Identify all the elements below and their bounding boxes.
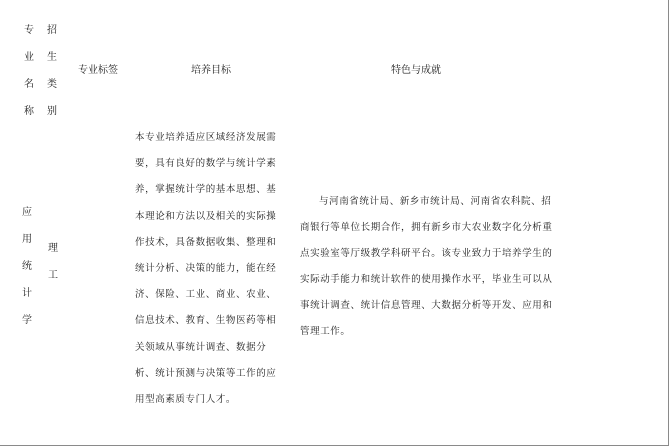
cell-enroll-type: 理工 [48,243,58,281]
header-major-name: 专业名称 [24,25,34,117]
header-features: 特色与成就 [391,65,441,76]
header-enroll-type: 招生类别 [47,25,57,117]
cell-major-name: 应用统计学 [22,207,32,326]
header-major-tag: 专业标签 [78,65,118,76]
header-training-goal: 培养目标 [191,65,231,76]
cell-training-goal: 本专业培养适应区域经济发展需要，具有良好的数学与统计学素养，掌握统计学的基本思想、基本理论和方法以及相关的实际操作技术，具备数据收集、整理和统计分析、决策的能力，能在经济、保险、工业、商业、农业、信息技术、教育、生物医药等相关领域从事统计调查、数据分析、统计预测与决策等工作的应用型高素质专门人才。 [135,132,277,406]
cell-features: 与河南省统计局、新乡市统计局、河南省农科院、招商银行等单位长期合作，拥有新乡市大农业数字化分析重点实验室等厅级教学科研平台。该专业致力于培养学生的实际动手能力和统计软件的使用操作水平，毕业生可以从事统计调查、统计信息管理、大数据分析等开发、应用和管理工作。 [300,196,553,337]
